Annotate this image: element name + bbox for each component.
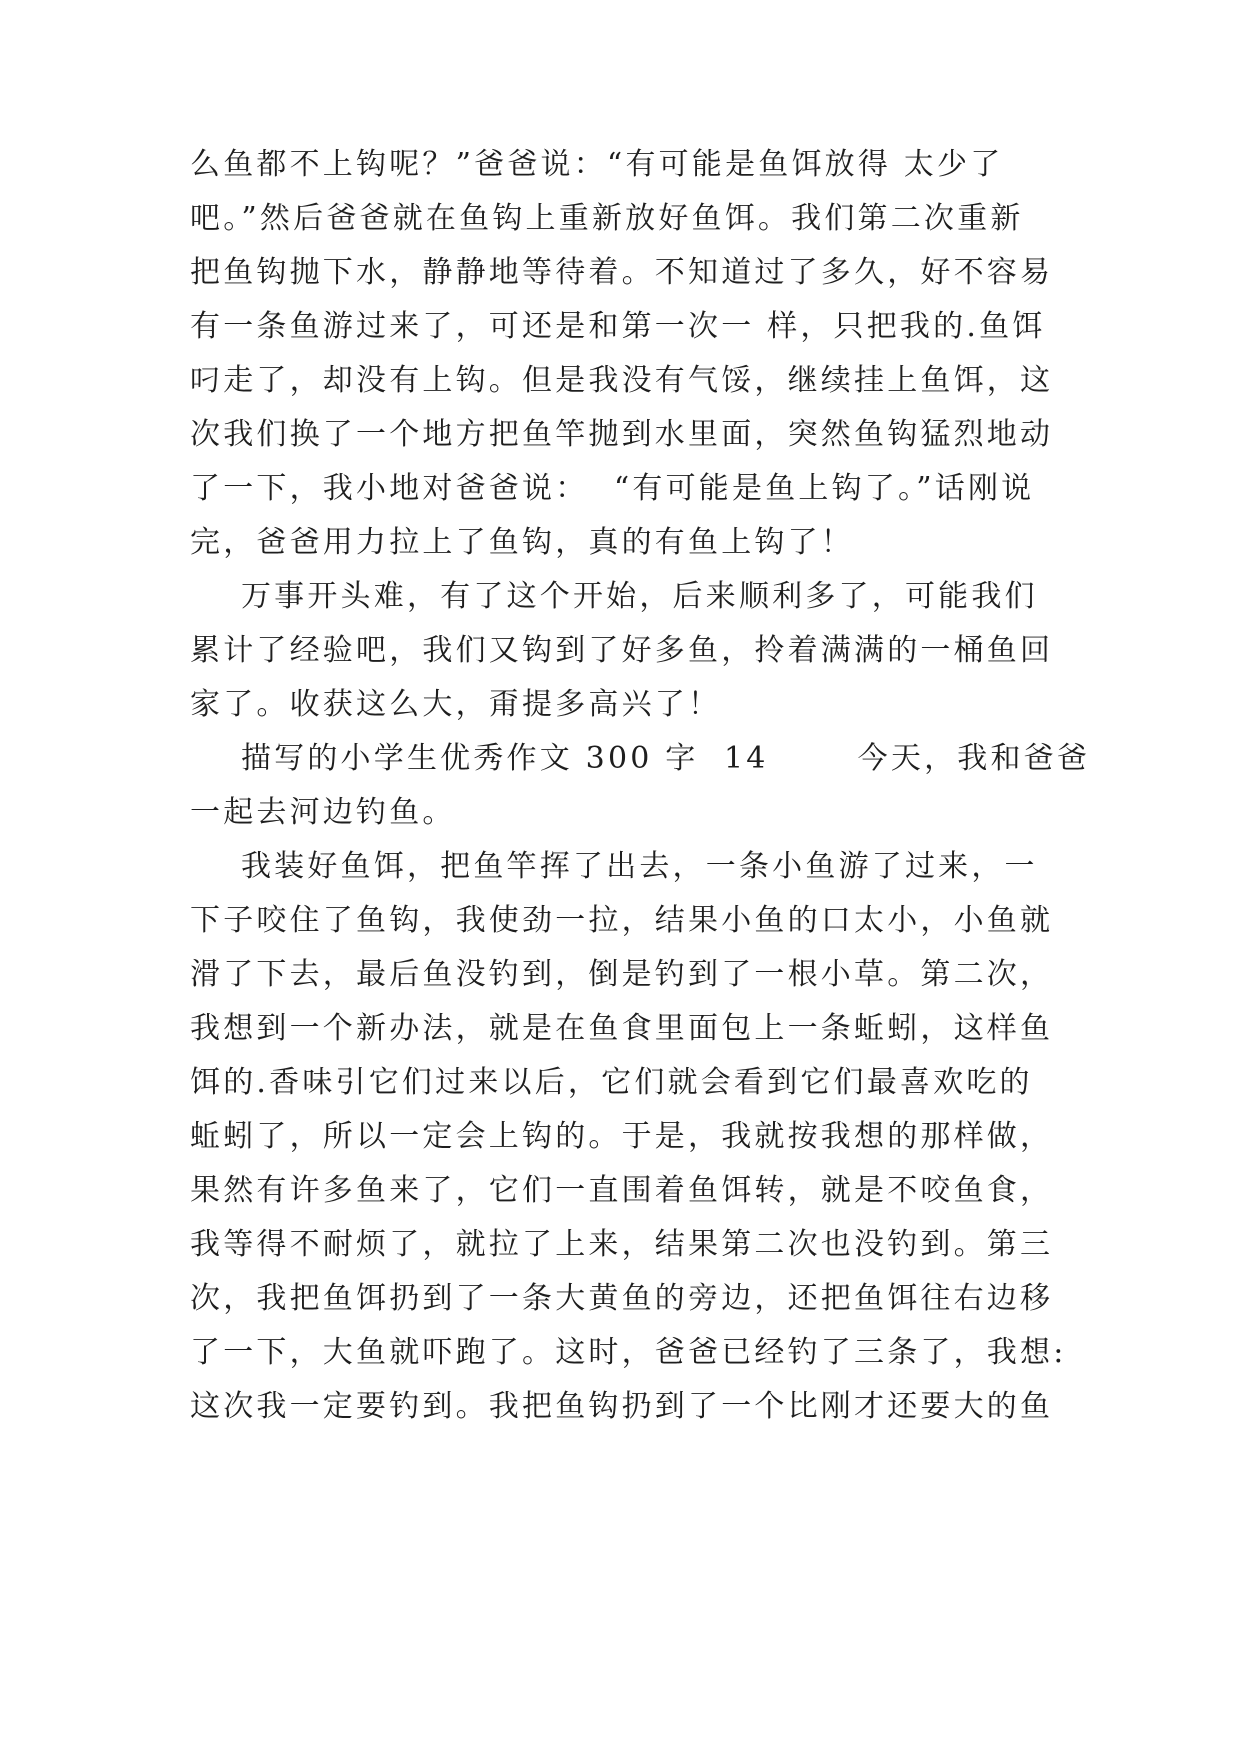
text-line: 万事开头难，有了这个开始，后来顺利多了，可能我们 bbox=[190, 579, 1038, 614]
text-line: 累计了经验吧，我们又钩到了好多鱼，拎着满满的一桶鱼回 bbox=[190, 633, 1054, 668]
text-line: 叼走了，却没有上钩。但是我没有气馁，继续挂上鱼饵，这 bbox=[190, 363, 1054, 398]
text-line: 了一下，我小地对爸爸说： “有可能是鱼上钩了。”话刚说 bbox=[190, 471, 1035, 506]
text-line: 把鱼钩抛下水，静静地等待着。不知道过了多久，好不容易 bbox=[190, 255, 1054, 290]
text-line: 吧。”然后爸爸就在鱼钩上重新放好鱼饵。我们第二次重新 bbox=[190, 201, 1024, 236]
text-line: 次，我把鱼饵扔到了一条大黄鱼的旁边，还把鱼饵往右边移 bbox=[190, 1281, 1054, 1316]
text-line: 我想到一个新办法，就是在鱼食里面包上一条蚯蚓，这样鱼 bbox=[190, 1011, 1054, 1046]
text-line: 了一下，大鱼就吓跑了。这时，爸爸已经钓了三条了，我想: bbox=[190, 1335, 1067, 1370]
text-line: 我装好鱼饵，把鱼竿挥了出去，一条小鱼游了过来，一 bbox=[190, 849, 1038, 884]
text-line: 下子咬住了鱼钩，我使劲一拉，结果小鱼的口太小，小鱼就 bbox=[190, 903, 1054, 938]
text-line: 完，爸爸用力拉上了鱼钩，真的有鱼上钩了！ bbox=[190, 525, 854, 560]
text-line: 一起去河边钓鱼。 bbox=[190, 795, 456, 830]
text-line: 次我们换了一个地方把鱼竿抛到水里面，突然鱼钩猛烈地动 bbox=[190, 417, 1054, 452]
text-line: 滑了下去，最后鱼没钓到，倒是钓到了一根小草。第二次， bbox=[190, 957, 1054, 992]
text-line: 饵的.香味引它们过来以后，它们就会看到它们最喜欢吃的 bbox=[190, 1065, 1033, 1100]
text-line: 描写的小学生优秀作文 300 字 14 今天，我和爸爸 bbox=[190, 741, 1091, 776]
text-line: 蚯蚓了，所以一定会上钩的。于是，我就按我想的那样做， bbox=[190, 1119, 1054, 1154]
text-line: 果然有许多鱼来了，它们一直围着鱼饵转，就是不咬鱼食， bbox=[190, 1173, 1054, 1208]
text-line: 这次我一定要钓到。我把鱼钩扔到了一个比刚才还要大的鱼 bbox=[190, 1389, 1054, 1424]
text-line: 家了。收获这么大，甭提多高兴了！ bbox=[190, 687, 722, 722]
text-line: 么鱼都不上钩呢？”爸爸说：“有可能是鱼饵放得 太少了 bbox=[190, 147, 1004, 182]
text-line: 我等得不耐烦了，就拉了上来，结果第二次也没钓到。第三 bbox=[190, 1227, 1054, 1262]
text-line: 有一条鱼游过来了，可还是和第一次一 样，只把我的.鱼饵 bbox=[190, 309, 1046, 344]
